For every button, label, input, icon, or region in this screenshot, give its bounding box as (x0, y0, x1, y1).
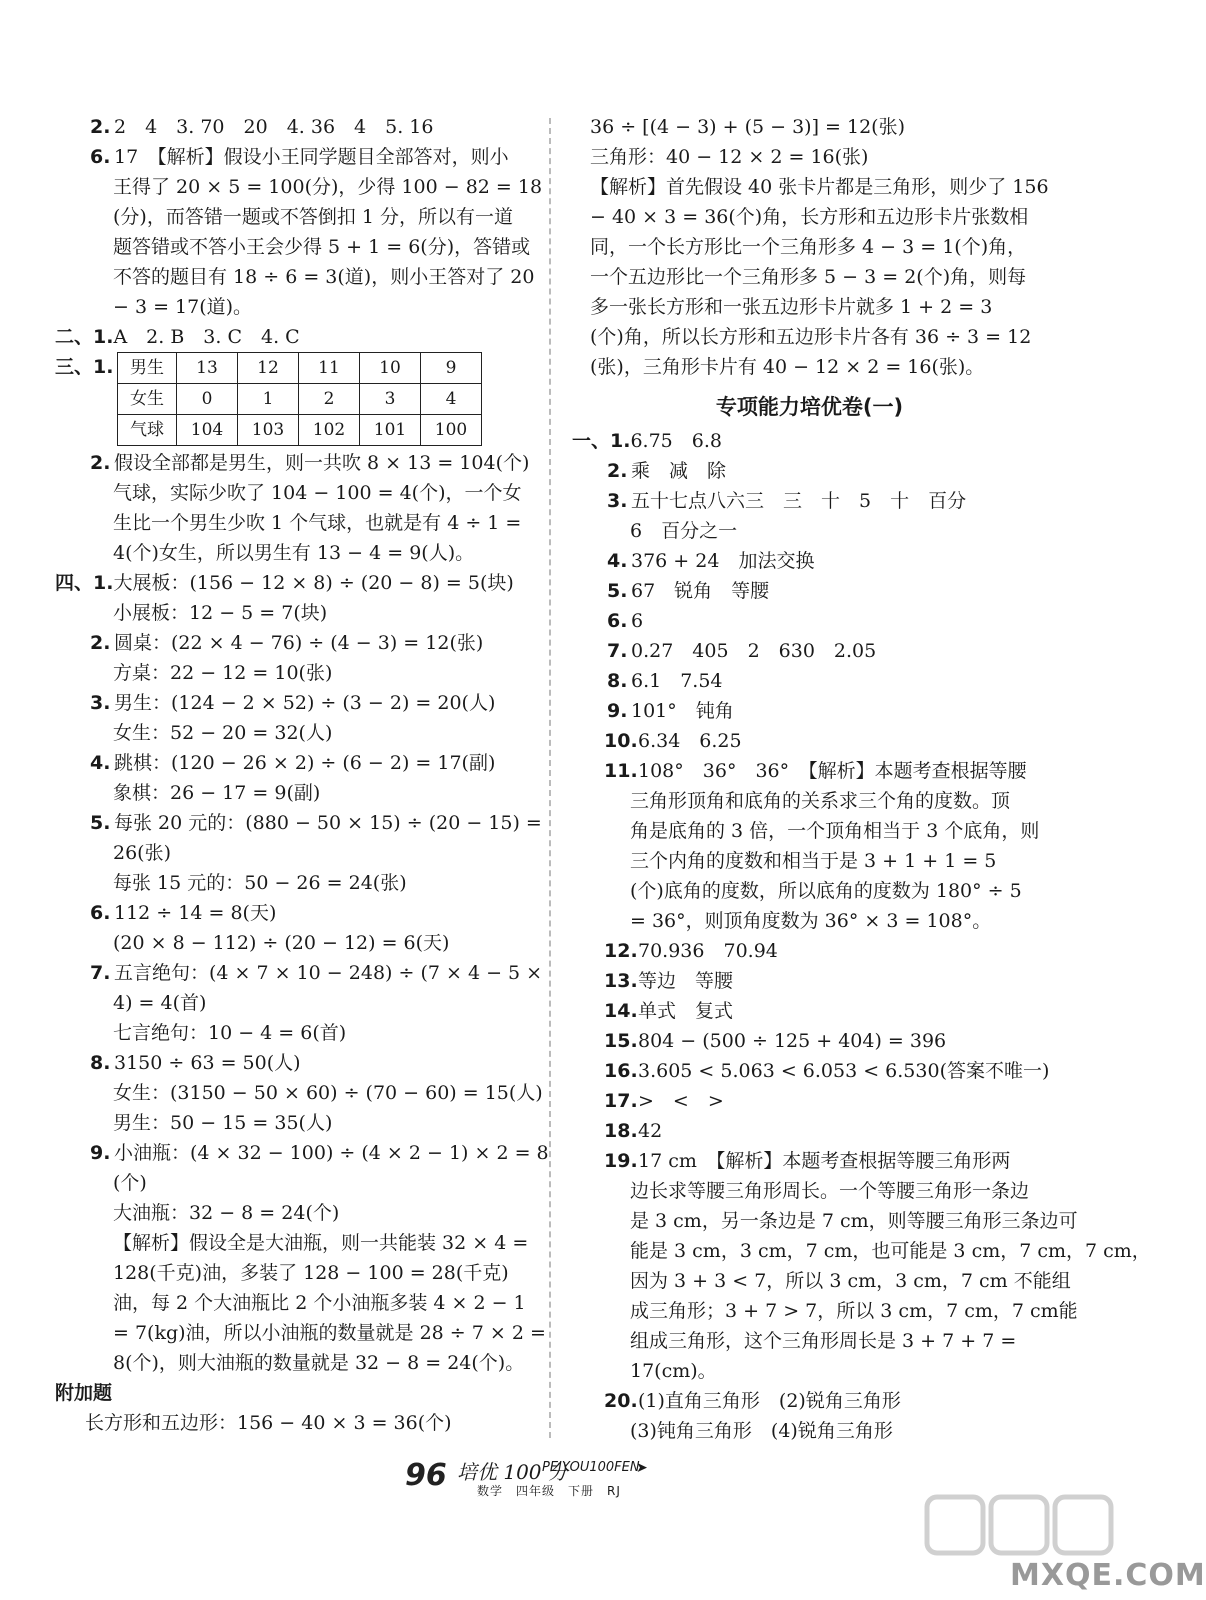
answer-line (55, 1108, 525, 1138)
answer-text: 17 cm 【解析】本题考查根据等腰三角形两 (638, 1150, 1011, 1172)
answer-line (572, 966, 1047, 996)
answer-text: 804 − (500 ÷ 125 + 404) = 396 (638, 1030, 947, 1052)
answer-line (572, 576, 1047, 606)
answer-line (572, 1296, 1078, 1326)
answer-text: 101° 钝角 (631, 700, 734, 722)
answer-text: 6 百分之一 (630, 520, 738, 542)
answer-number: 4. (607, 550, 628, 572)
answer-number: 5. (90, 812, 111, 834)
answer-line (572, 142, 1047, 172)
book-subtitle: 数学 四年级 下册 RJ (477, 1484, 621, 1498)
column-divider (549, 118, 551, 1438)
answer-text: = 7(kg)油，所以小油瓶的数量就是 28 ÷ 7 × 2 = (113, 1322, 546, 1344)
answer-text: 生比一个男生少吹 1 个气球，也就是有 4 ÷ 1 = (113, 512, 522, 534)
answer-line (55, 232, 531, 262)
answer-number: 2. (90, 452, 111, 474)
answer-text: 乘 减 除 (631, 460, 727, 482)
answer-line (55, 1378, 525, 1408)
answer-text: 108° 36° 36° 【解析】本题考查根据等腰 (638, 760, 1027, 782)
answer-line (55, 1168, 525, 1198)
answer-line (572, 1356, 1047, 1386)
answer-text: 大油瓶：32 − 8 = 24(个) (113, 1202, 340, 1224)
answer-line (55, 658, 525, 688)
answer-line (572, 1326, 1047, 1356)
answer-text: 6.1 7.54 (631, 670, 723, 692)
answer-line (55, 868, 525, 898)
answer-line (55, 172, 543, 202)
answer-text: (3)钝角三角形 (4)锐角三角形 (630, 1420, 893, 1442)
answer-text: 七言绝句：10 − 4 = 6(首) (113, 1022, 347, 1044)
answer-number: 3. (90, 692, 111, 714)
answer-text: 单式 复式 (638, 1000, 734, 1022)
answer-line (572, 292, 1047, 322)
answer-line (55, 1318, 546, 1348)
page-number: 96 (405, 1458, 447, 1493)
answer-line (55, 1228, 529, 1258)
answer-line (572, 846, 1047, 876)
table-cell: 3 (360, 384, 421, 415)
answer-text: 17 【解析】假设小王同学题目全部答对，则小 (114, 146, 509, 168)
answer-text: 一个五边形比一个三角形多 5 − 3 = 2(个)角，则每 (590, 266, 1027, 288)
answer-text: 小展板：12 − 5 = 7(块) (113, 602, 328, 624)
answer-text: 36 ÷ [(4 − 3) + (5 − 3)] = 12(张) (590, 116, 906, 138)
answer-line (572, 1416, 1047, 1446)
left-column (55, 112, 549, 1438)
answer-line (572, 1146, 1047, 1176)
answer-line (572, 322, 1047, 352)
right-column (572, 112, 1151, 1446)
answer-text: (20 × 8 − 112) ÷ (20 − 12) = 6(天) (113, 932, 450, 954)
answer-text: 女生：52 − 20 = 32(人) (113, 722, 333, 744)
answer-number: 19. (604, 1150, 638, 1172)
answer-text: 同，一个长方形比一个三角形多 4 − 3 = 1(个)角， (590, 236, 1027, 258)
answer-line (55, 808, 542, 838)
answer-number: 11. (604, 760, 638, 782)
table-cell: 101 (360, 415, 421, 446)
answer-number: 20. (604, 1390, 638, 1412)
answer-text: 男生：(124 − 2 × 52) ÷ (3 − 2) = 20(人) (114, 692, 496, 714)
answer-text: (分)，而答错一题或不答倒扣 1 分，所以有一道 (113, 206, 513, 228)
answer-line (55, 292, 525, 322)
answer-text: 每张 15 元的：50 − 26 = 24(张) (113, 872, 407, 894)
watermark-text: MXQE.COM (1010, 1558, 1206, 1593)
answer-number: 二、1. (55, 326, 114, 348)
answer-line (572, 1266, 1071, 1296)
answer-line (572, 352, 1047, 382)
answer-text: 题答错或不答小王会少得 5 + 1 = 6(分)，答错或 (113, 236, 531, 258)
answer-table (117, 352, 482, 446)
answer-line (572, 486, 1047, 516)
answer-line (572, 456, 1047, 486)
answer-line (572, 1176, 1047, 1206)
answer-line (572, 112, 1047, 142)
answer-line (572, 906, 1047, 936)
answer-text: 组成三角形，这个三角形周长是 3 + 7 + 7 = (630, 1330, 1017, 1352)
arrow-icon: ➤ (636, 1460, 648, 1476)
answer-text: = 36°，则顶角度数为 36° × 3 = 108°。 (630, 910, 992, 932)
answer-text: 男生：50 − 15 = 35(人) (113, 1112, 333, 1134)
answer-line (572, 202, 1047, 232)
answer-text: 3.605 < 5.063 < 6.053 < 6.530(答案不唯一) (638, 1060, 1050, 1082)
answer-number: 2. (90, 116, 111, 138)
answer-table-block (55, 352, 525, 448)
answer-text: 多一张长方形和一张五边形卡片就多 1 + 2 = 3 (590, 296, 993, 318)
answer-line (55, 1138, 549, 1168)
answer-line (55, 202, 525, 232)
answer-line (55, 898, 525, 928)
answer-text: 每张 20 元的：(880 − 50 × 15) ÷ (20 − 15) = (114, 812, 542, 834)
answer-text: 3150 ÷ 63 = 50(人) (114, 1052, 301, 1074)
answer-text: 等边 等腰 (638, 970, 734, 992)
answer-line (55, 628, 525, 658)
answer-text: (个) (113, 1172, 147, 1194)
answer-text: 0.27 405 2 630 2.05 (631, 640, 877, 662)
answer-number: 6. (90, 146, 111, 168)
answer-text: 17(cm)。 (630, 1360, 717, 1382)
answer-text: 角是底角的 3 倍，一个顶角相当于 3 个底角，则 (630, 820, 1040, 842)
answer-line (55, 1258, 525, 1288)
answer-number: 8. (90, 1052, 111, 1074)
answer-number: 4. (90, 752, 111, 774)
answer-line (55, 688, 525, 718)
answer-number: 9. (607, 700, 628, 722)
table-cell: 1 (238, 384, 299, 415)
answer-text: − 40 × 3 = 36(个)角，长方形和五边形卡片张数相 (590, 206, 1029, 228)
answer-number: 7. (607, 640, 628, 662)
answer-text: 假设全部都是男生，则一共吹 8 × 13 = 104(个) (114, 452, 530, 474)
answer-text: 4) = 4(首) (113, 992, 207, 1014)
answer-line (572, 232, 1047, 262)
answer-line (55, 262, 535, 292)
answer-number: 5. (607, 580, 628, 602)
answer-number: 14. (604, 1000, 638, 1022)
answer-number: 10. (604, 730, 638, 752)
answer-text: 三角形：40 − 12 × 2 = 16(张) (590, 146, 869, 168)
answer-number: 6. (607, 610, 628, 632)
table-cell: 10 (360, 353, 421, 384)
answer-line (55, 1288, 525, 1318)
answer-text: 边长求等腰三角形周长。一个等腰三角形一条边 (630, 1180, 1030, 1202)
answer-text: 70.936 70.94 (638, 940, 778, 962)
answer-line (572, 1236, 1151, 1266)
answer-line (55, 448, 530, 478)
answer-text: 6 (631, 610, 644, 632)
answer-number: 8. (607, 670, 628, 692)
answer-text: 跳棋：(120 − 26 × 2) ÷ (6 − 2) = 17(副) (114, 752, 496, 774)
table-cell: 女生 (118, 384, 177, 415)
answer-line (572, 1056, 1050, 1086)
answer-text: (张)，三角形卡片有 40 − 12 × 2 = 16(张)。 (590, 356, 985, 378)
answer-text: 6.34 6.25 (638, 730, 742, 752)
answer-line (55, 598, 525, 628)
answer-line (55, 928, 525, 958)
answer-text: 2 4 3. 70 20 4. 36 4 5. 16 (114, 116, 434, 138)
table-cell: 2 (299, 384, 360, 415)
answer-text: 因为 3 + 3 < 7，所以 3 cm，3 cm，7 cm 不能组 (630, 1270, 1071, 1292)
table-cell: 11 (299, 353, 360, 384)
answer-line (572, 546, 1047, 576)
answer-line (55, 112, 525, 142)
answer-line (572, 426, 1047, 456)
answer-number: 15. (604, 1030, 638, 1052)
answer-text: 三角形顶角和底角的关系求三个角的度数。顶 (630, 790, 1011, 812)
answer-line (55, 322, 525, 352)
table-cell: 4 (421, 384, 482, 415)
answer-line (572, 636, 1047, 666)
table-cell: 13 (177, 353, 238, 384)
answer-text: 376 + 24 加法交换 (631, 550, 815, 572)
answer-number: 6. (90, 902, 111, 924)
answer-text: 长方形和五边形：156 − 40 × 3 = 36(个) (85, 1412, 452, 1434)
answer-number: 16. (604, 1060, 638, 1082)
answer-text: 112 ÷ 14 = 8(天) (114, 902, 277, 924)
answer-line (572, 666, 1047, 696)
answer-text: 不答的题目有 18 ÷ 6 = 3(道)，则小王答对了 20 (113, 266, 535, 288)
answer-text: 方桌：22 − 12 = 10(张) (113, 662, 333, 684)
table-cell: 男生 (118, 353, 177, 384)
table-cell: 104 (177, 415, 238, 446)
answer-text: (个)角，所以长方形和五边形卡片各有 36 ÷ 3 = 12 (590, 326, 1032, 348)
answer-line (55, 538, 525, 568)
answer-number: 17. (604, 1090, 638, 1112)
answer-text: 五言绝句：(4 × 7 × 10 − 248) ÷ (7 × 4 − 5 × (114, 962, 543, 984)
table-row (118, 415, 482, 446)
answer-text: − 3 = 17(道)。 (113, 296, 253, 318)
table-cell: 103 (238, 415, 299, 446)
answer-number: 12. (604, 940, 638, 962)
answer-line (55, 958, 543, 988)
answer-text: 气球，实际少吹了 104 − 100 = 4(个)，一个女 (113, 482, 522, 504)
answer-line (572, 786, 1047, 816)
section-title: 专项能力培优卷(一) (715, 395, 904, 419)
answer-text: A 2. B 3. C 4. C (113, 326, 300, 348)
answer-text: (个)底角的度数，所以底角的度数为 180° ÷ 5 (630, 880, 1022, 902)
answer-line (55, 568, 525, 598)
answer-text: 【解析】假设全是大油瓶，则一共能装 32 × 4 = (113, 1232, 529, 1254)
answer-line (572, 516, 1047, 546)
answer-text: 小油瓶：(4 × 32 − 100) ÷ (4 × 2 − 1) × 2 = 8 (114, 1142, 549, 1164)
answer-line (55, 778, 525, 808)
answer-line (572, 1386, 1047, 1416)
answer-number: 9. (90, 1142, 111, 1164)
answer-text: 大展板：(156 − 12 × 8) ÷ (20 − 8) = 5(块) (113, 572, 514, 594)
answer-number: 13. (604, 970, 638, 992)
answer-line (572, 876, 1047, 906)
answer-text: > < > (638, 1090, 724, 1112)
table-row (118, 353, 482, 384)
answer-line (572, 1116, 1047, 1146)
table-cell: 12 (238, 353, 299, 384)
table-cell: 气球 (118, 415, 177, 446)
answer-line (55, 1048, 525, 1078)
answer-line (572, 1206, 1078, 1236)
answer-text: (1)直角三角形 (2)锐角三角形 (638, 1390, 901, 1412)
answer-line (572, 1026, 1047, 1056)
answer-text: 6.75 6.8 (630, 430, 722, 452)
answer-number: 四、1. (55, 572, 114, 594)
table-cell: 102 (299, 415, 360, 446)
answer-text: 象棋：26 − 17 = 9(副) (113, 782, 321, 804)
answer-line (572, 756, 1047, 786)
answer-text: 成三角形；3 + 7 > 7，所以 3 cm，7 cm，7 cm能 (630, 1300, 1078, 1322)
brand-name: 培优 100 分 (457, 1460, 568, 1484)
answer-line (572, 996, 1047, 1026)
answer-line (572, 816, 1047, 846)
answer-line (55, 478, 525, 508)
answer-number: 2. (90, 632, 111, 654)
answer-text: 42 (638, 1120, 663, 1142)
table-cell: 100 (421, 415, 482, 446)
answer-text: 圆桌：(22 × 4 − 76) ÷ (4 − 3) = 12(张) (114, 632, 484, 654)
answer-line (55, 718, 525, 748)
answer-line (55, 1348, 525, 1378)
answer-number: 一、1. (572, 430, 631, 452)
answer-line (572, 936, 1047, 966)
table-row (118, 384, 482, 415)
answer-line (55, 142, 525, 172)
answer-text: 26(张) (113, 842, 172, 864)
answer-line (55, 1408, 525, 1438)
answer-line (572, 172, 1047, 202)
answer-number: 附加题 (55, 1382, 113, 1404)
answer-number: 7. (90, 962, 111, 984)
answer-line (572, 262, 1047, 292)
answer-line (55, 1078, 543, 1108)
answer-line (55, 1018, 525, 1048)
answer-text: 是 3 cm，另一条边是 7 cm，则等腰三角形三条边可 (630, 1210, 1078, 1232)
brand-name-en: PEIYOU100FEN (542, 1460, 640, 1475)
answer-line (572, 696, 1047, 726)
answer-text: 五十七点八六三 三 十 5 十 百分 (631, 490, 967, 512)
answer-line (55, 1198, 525, 1228)
answer-number: 3. (607, 490, 628, 512)
table-label: 三、1. (55, 356, 114, 378)
answer-text: 三个内角的度数和相当于是 3 + 1 + 1 = 5 (630, 850, 997, 872)
answer-text: 王得了 20 × 5 = 100(分)，少得 100 − 82 = 18 (113, 176, 543, 198)
answer-line (572, 606, 1047, 636)
answer-text: 128(千克)油，多装了 128 − 100 = 28(千克) (113, 1262, 509, 1284)
answer-line (572, 1086, 1047, 1116)
answer-number: 2. (607, 460, 628, 482)
table-cell: 0 (177, 384, 238, 415)
answer-text: 4(个)女生，所以男生有 13 − 4 = 9(人)。 (113, 542, 475, 564)
answer-line (55, 508, 525, 538)
answer-line (55, 988, 525, 1018)
answer-text: 8(个)，则大油瓶的数量就是 32 − 8 = 24(个)。 (113, 1352, 525, 1374)
table-cell: 9 (421, 353, 482, 384)
answer-text: 女生：(3150 − 50 × 60) ÷ (70 − 60) = 15(人) (113, 1082, 543, 1104)
answer-text: 【解析】首先假设 40 张卡片都是三角形，则少了 156 (590, 176, 1049, 198)
answer-text: 67 锐角 等腰 (631, 580, 770, 602)
answer-line (55, 748, 525, 778)
answer-text: 能是 3 cm，3 cm，7 cm，也可能是 3 cm，7 cm，7 cm， (630, 1240, 1151, 1262)
answer-text: 油，每 2 个大油瓶比 2 个小油瓶多装 4 × 2 − 1 (113, 1292, 526, 1314)
answer-number: 18. (604, 1120, 638, 1142)
answer-line (55, 838, 525, 868)
answer-line (572, 726, 1047, 756)
